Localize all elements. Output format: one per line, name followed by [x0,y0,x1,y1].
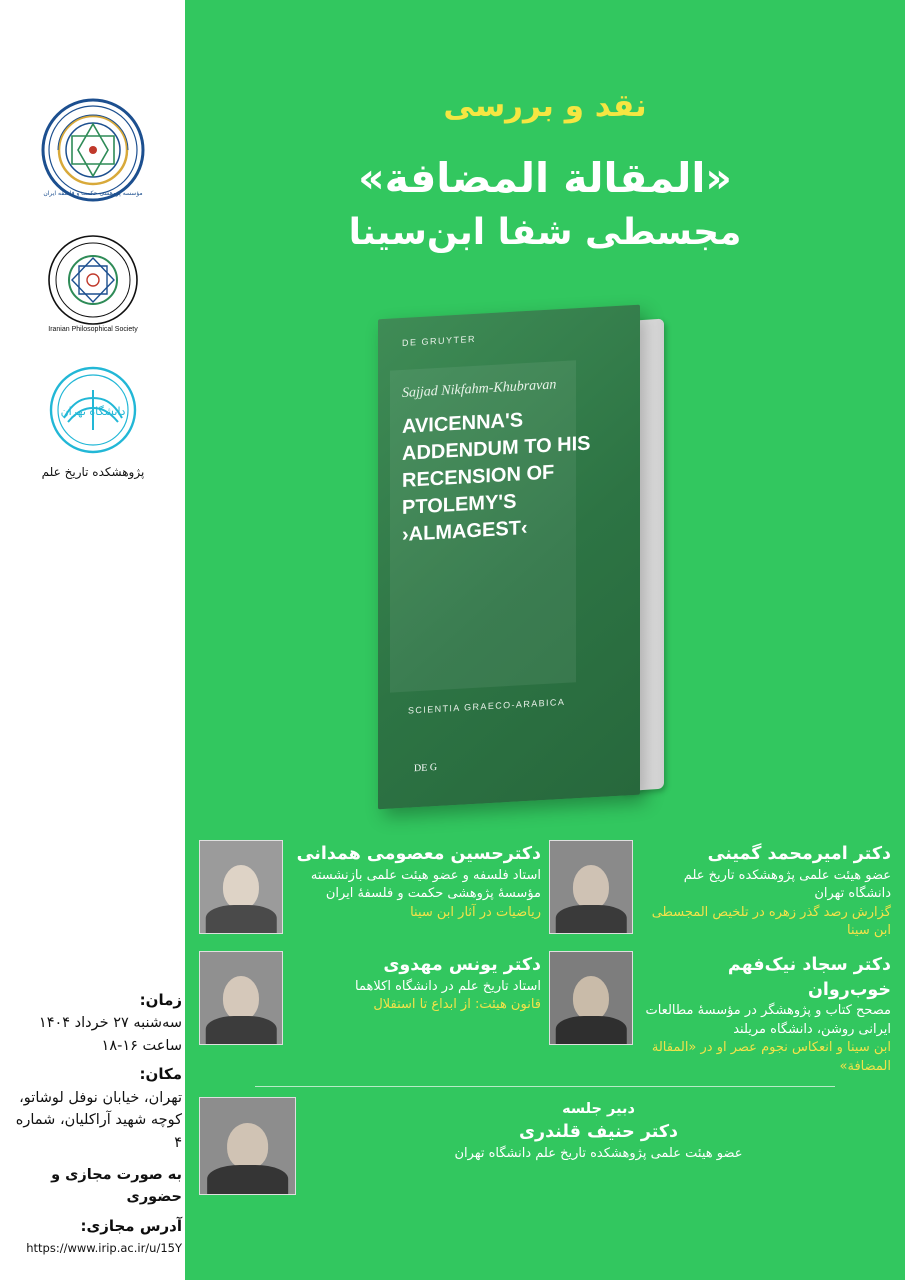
event-date: سه‌شنبه ۲۷ خرداد ۱۴۰۴ [38,1015,182,1032]
speaker-affiliation: استاد فلسفه و عضو هیئت علمی بازنشسته مؤسسهٔ پژوهشی حکمت و فلسفهٔ ایران [310,867,541,902]
speaker-topic: ریاضیات در آثار ابن سینا [410,904,541,920]
virtual-address-label: آدرس مجازی: [80,1216,182,1235]
secretary-affiliation: عضو هیئت علمی پژوهشکده تاریخ علم دانشگاه تهران [454,1145,743,1161]
speaker-portrait [199,951,283,1045]
book-publisher: DE GRUYTER [402,333,477,348]
event-info [0,983,190,1258]
book-series: SCIENTIA GRAECO-ARABICA [408,696,566,716]
logo-caption-university: پژوهشکده تاریخ علم [41,465,144,479]
speaker-card [549,951,891,1077]
logo-stack [0,95,185,489]
event-hours: ساعت ۱۶-۱۸ [101,1037,182,1054]
book-front-cover [378,305,640,810]
svg-text:مؤسسه پژوهشی حکمت و فلسفه ایرا: مؤسسه پژوهشی حکمت و فلسفه ایران [42,190,143,197]
book-title: AVICENNA'S ADDENDUM TO HIS RECENSION OF PTOLEMY'S ›ALMAGEST‹ [402,409,591,546]
speaker-affiliation: مصحح کتاب و پژوهشگر در مؤسسهٔ مطالعات ایرانی روشن، دانشگاه مریلند [645,1003,891,1037]
speaker-name: دکتر سجاد نیک‌فهم خوب‌روان [727,954,891,1000]
speaker-topic: ابن سینا و انعکاس نجوم عصر او در «المقالة المضافة» [651,1040,891,1074]
poster-subtitle: مجسطی شفا ابن‌سینا [348,212,742,253]
iranian-institute-of-philosophy-logo [33,95,153,205]
speaker-row-2 [185,951,905,1077]
svg-text:دانشگاه تهران: دانشگاه تهران [60,405,125,418]
time-label: زمان: [139,991,182,1010]
secretary-portrait [199,1097,296,1195]
session-secretary-card [185,1097,905,1195]
speaker-card [199,951,541,1045]
poster-kicker: نقد و بررسی [443,88,647,124]
speaker-portrait [549,951,633,1045]
speaker-portrait [199,840,283,934]
secretary-name: دکتر حنیف قلندری [518,1121,679,1142]
book-author: Sajjad Nikfahm-Khubravan [402,377,557,401]
speaker-card [199,840,541,934]
speaker-affiliation: عضو هیئت علمی پژوهشکده تاریخ علم دانشگاه تهران [683,867,891,902]
speakers-section [185,840,905,1195]
event-url[interactable]: https://www.irip.ac.ir/u/15Y [26,1241,182,1256]
speaker-row-1 [185,840,905,941]
section-divider [255,1086,835,1087]
speaker-affiliation: استاد تاریخ علم در دانشگاه اکلاهما [355,978,541,994]
book-cover-image [370,312,710,812]
speaker-name: دکتر امیرمحمد گمینی [707,844,891,864]
de-gruyter-mark: DE G [414,761,438,774]
iranian-philosophical-society-logo [33,227,153,337]
place-label: مکان: [139,1065,182,1084]
speaker-name: دکتر یونس مهدوی [383,954,541,975]
speaker-card [549,840,891,941]
event-mode: به صورت مجازی و حضوری [51,1167,182,1206]
speaker-topic: گزارش رصد گذر زهره در تلخیص المجسطی ابن سینا [651,904,891,939]
speaker-name: دکترحسین معصومی همدانی [296,844,541,864]
university-of-tehran-logo [33,359,153,489]
speaker-topic: قانون هیئت: از ابداع تا استقلال [373,996,541,1012]
event-address: تهران، خیابان نوفل لوشاتو، کوچه شهید آراکلیان، شماره ۴ [15,1089,182,1151]
secretary-role: دبیر جلسه [562,1101,635,1118]
svg-text:Iranian Philosophical Society: Iranian Philosophical Society [47,326,138,333]
poster-title: «المقالة المضافة» [358,154,732,202]
speaker-portrait [549,840,633,934]
